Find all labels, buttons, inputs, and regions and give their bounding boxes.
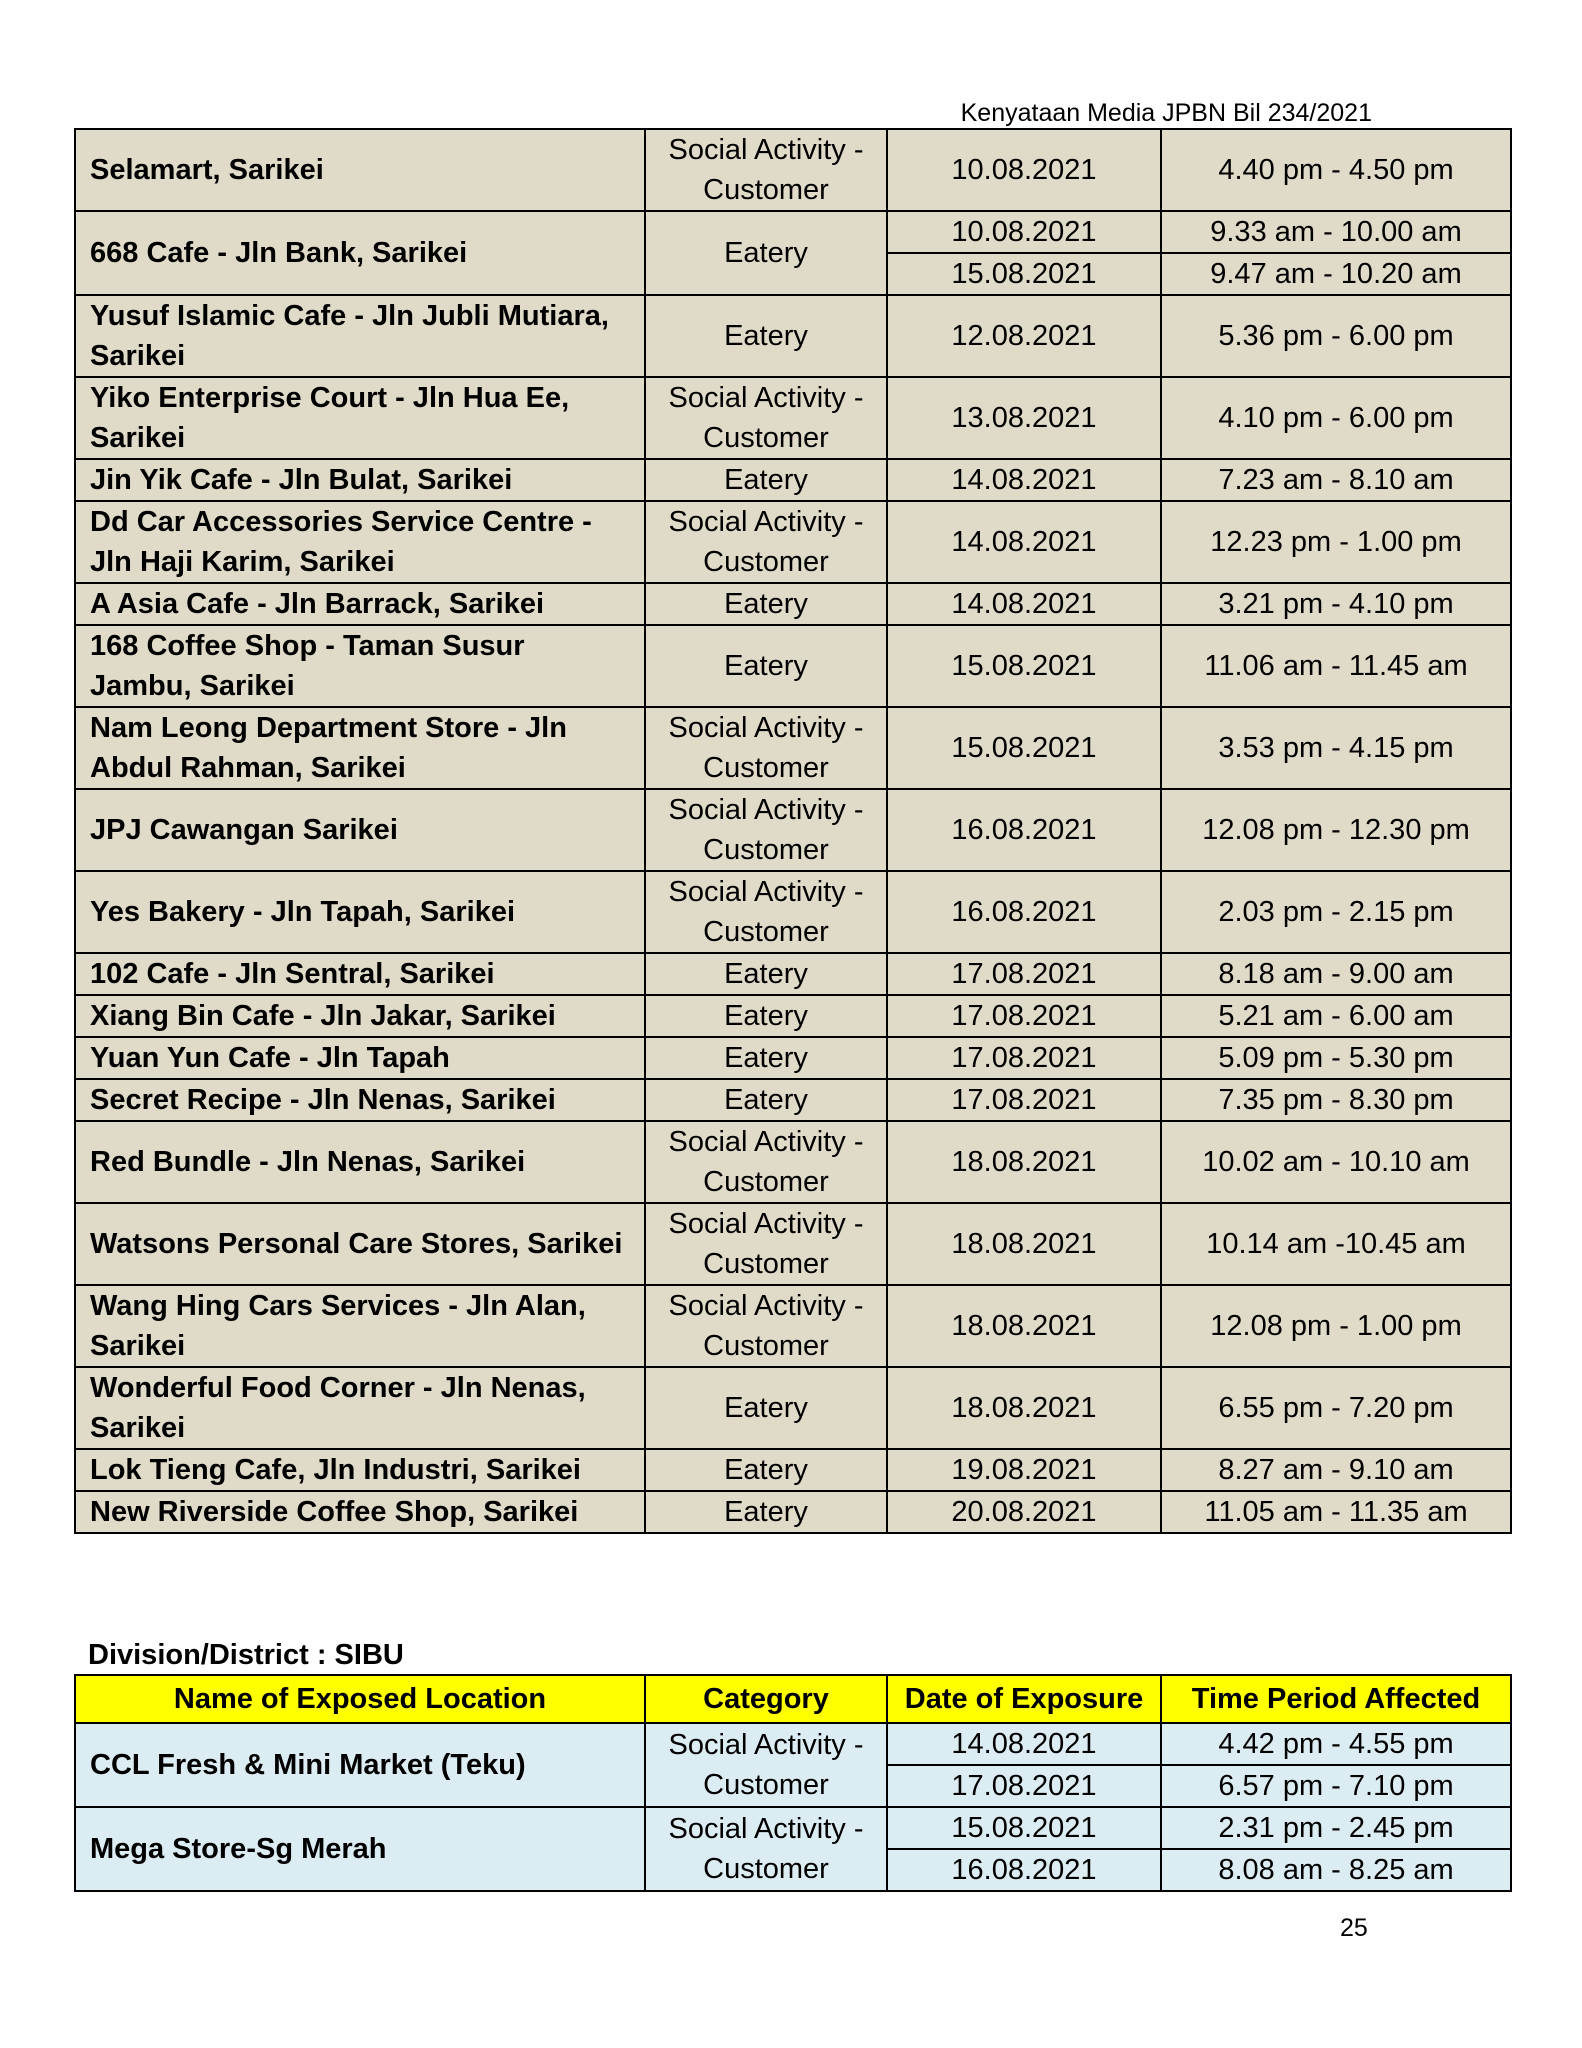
location-name-cell: A Asia Cafe - Jln Barrack, Sarikei	[75, 583, 645, 625]
exposure-date-cell: 18.08.2021	[887, 1203, 1161, 1285]
category-cell: Eatery	[645, 1491, 887, 1533]
location-name-cell: Xiang Bin Cafe - Jln Jakar, Sarikei	[75, 995, 645, 1037]
exposure-date-cell: 17.08.2021	[887, 953, 1161, 995]
exposure-date-cell: 19.08.2021	[887, 1449, 1161, 1491]
category-cell: Eatery	[645, 1367, 887, 1449]
location-name-cell: Yuan Yun Cafe - Jln Tapah	[75, 1037, 645, 1079]
table-row	[75, 1807, 1511, 1849]
location-name-cell: Jin Yik Cafe - Jln Bulat, Sarikei	[75, 459, 645, 501]
column-header-date: Date of Exposure	[887, 1675, 1161, 1723]
location-name-cell: 668 Cafe - Jln Bank, Sarikei	[75, 211, 645, 295]
category-cell: Social Activity - Customer	[645, 1121, 887, 1203]
table-header-row	[75, 1675, 1511, 1723]
time-period-cell: 5.09 pm - 5.30 pm	[1161, 1037, 1511, 1079]
table-row	[75, 583, 1511, 625]
table-row	[75, 1449, 1511, 1491]
location-name-cell: 102 Cafe - Jln Sentral, Sarikei	[75, 953, 645, 995]
location-name-cell: Mega Store-Sg Merah	[75, 1807, 645, 1891]
table-row	[75, 295, 1511, 377]
location-name-cell: Yusuf Islamic Cafe - Jln Jubli Mutiara, Sarikei	[75, 295, 645, 377]
category-cell: Social Activity - Customer	[645, 129, 887, 211]
exposure-date-cell: 15.08.2021	[887, 253, 1161, 295]
time-period-cell: 5.36 pm - 6.00 pm	[1161, 295, 1511, 377]
table-row	[75, 1723, 1511, 1765]
time-period-cell: 10.14 am -10.45 am	[1161, 1203, 1511, 1285]
table-row	[75, 1203, 1511, 1285]
sarikei-exposure-table	[74, 128, 1512, 1534]
page-number: 25	[1340, 1914, 1368, 1942]
time-period-cell: 8.08 am - 8.25 am	[1161, 1849, 1511, 1891]
location-name-cell: Wonderful Food Corner - Jln Nenas, Sarikei	[75, 1367, 645, 1449]
time-period-cell: 2.03 pm - 2.15 pm	[1161, 871, 1511, 953]
exposure-date-cell: 12.08.2021	[887, 295, 1161, 377]
table-row	[75, 1037, 1511, 1079]
table-row	[75, 377, 1511, 459]
table-row	[75, 953, 1511, 995]
table-row	[75, 1367, 1511, 1449]
exposure-date-cell: 17.08.2021	[887, 995, 1161, 1037]
category-cell: Social Activity - Customer	[645, 1285, 887, 1367]
location-name-cell: Wang Hing Cars Services - Jln Alan, Sarikei	[75, 1285, 645, 1367]
category-cell: Social Activity - Customer	[645, 501, 887, 583]
table-row	[75, 129, 1511, 211]
exposure-date-cell: 20.08.2021	[887, 1491, 1161, 1533]
sibu-exposure-table	[74, 1674, 1512, 1892]
exposure-date-cell: 10.08.2021	[887, 129, 1161, 211]
table-row	[75, 789, 1511, 871]
time-period-cell: 6.57 pm - 7.10 pm	[1161, 1765, 1511, 1807]
exposure-date-cell: 14.08.2021	[887, 1723, 1161, 1765]
location-name-cell: 168 Coffee Shop - Taman Susur Jambu, Sarikei	[75, 625, 645, 707]
category-cell: Eatery	[645, 1037, 887, 1079]
category-cell: Eatery	[645, 583, 887, 625]
column-header-category: Category	[645, 1675, 887, 1723]
location-name-cell: Nam Leong Department Store - Jln Abdul Rahman, Sarikei	[75, 707, 645, 789]
category-cell: Social Activity - Customer	[645, 1807, 887, 1891]
location-name-cell: Secret Recipe - Jln Nenas, Sarikei	[75, 1079, 645, 1121]
category-cell: Social Activity - Customer	[645, 871, 887, 953]
category-cell: Social Activity - Customer	[645, 1203, 887, 1285]
location-name-cell: Watsons Personal Care Stores, Sarikei	[75, 1203, 645, 1285]
location-name-cell: Dd Car Accessories Service Centre - Jln Haji Karim, Sarikei	[75, 501, 645, 583]
time-period-cell: 9.33 am - 10.00 am	[1161, 211, 1511, 253]
time-period-cell: 6.55 pm - 7.20 pm	[1161, 1367, 1511, 1449]
column-header-time: Time Period Affected	[1161, 1675, 1511, 1723]
exposure-date-cell: 18.08.2021	[887, 1367, 1161, 1449]
exposure-date-cell: 15.08.2021	[887, 625, 1161, 707]
table-row	[75, 1121, 1511, 1203]
location-name-cell: Yes Bakery - Jln Tapah, Sarikei	[75, 871, 645, 953]
time-period-cell: 4.10 pm - 6.00 pm	[1161, 377, 1511, 459]
category-cell: Eatery	[645, 295, 887, 377]
category-cell: Eatery	[645, 625, 887, 707]
exposure-date-cell: 18.08.2021	[887, 1285, 1161, 1367]
table-row	[75, 459, 1511, 501]
exposure-date-cell: 16.08.2021	[887, 789, 1161, 871]
category-cell: Eatery	[645, 459, 887, 501]
sarikei-table-body	[75, 129, 1511, 1533]
time-period-cell: 10.02 am - 10.10 am	[1161, 1121, 1511, 1203]
time-period-cell: 8.18 am - 9.00 am	[1161, 953, 1511, 995]
time-period-cell: 11.06 am - 11.45 am	[1161, 625, 1511, 707]
exposure-date-cell: 17.08.2021	[887, 1765, 1161, 1807]
exposure-date-cell: 13.08.2021	[887, 377, 1161, 459]
media-statement-reference: Kenyataan Media JPBN Bil 234/2021	[960, 99, 1372, 127]
category-cell: Social Activity - Customer	[645, 707, 887, 789]
exposure-date-cell: 17.08.2021	[887, 1079, 1161, 1121]
time-period-cell: 12.08 pm - 12.30 pm	[1161, 789, 1511, 871]
category-cell: Eatery	[645, 211, 887, 295]
time-period-cell: 8.27 am - 9.10 am	[1161, 1449, 1511, 1491]
table-row	[75, 501, 1511, 583]
location-name-cell: Yiko Enterprise Court - Jln Hua Ee, Sarikei	[75, 377, 645, 459]
exposure-date-cell: 14.08.2021	[887, 501, 1161, 583]
time-period-cell: 3.53 pm - 4.15 pm	[1161, 707, 1511, 789]
exposure-date-cell: 16.08.2021	[887, 1849, 1161, 1891]
sibu-table-body	[75, 1723, 1511, 1891]
location-name-cell: Red Bundle - Jln Nenas, Sarikei	[75, 1121, 645, 1203]
table-row	[75, 871, 1511, 953]
location-name-cell: CCL Fresh & Mini Market (Teku)	[75, 1723, 645, 1807]
time-period-cell: 11.05 am - 11.35 am	[1161, 1491, 1511, 1533]
column-header-location: Name of Exposed Location	[75, 1675, 645, 1723]
time-period-cell: 3.21 pm - 4.10 pm	[1161, 583, 1511, 625]
exposure-date-cell: 16.08.2021	[887, 871, 1161, 953]
time-period-cell: 5.21 am - 6.00 am	[1161, 995, 1511, 1037]
location-name-cell: New Riverside Coffee Shop, Sarikei	[75, 1491, 645, 1533]
table-row	[75, 625, 1511, 707]
exposure-date-cell: 14.08.2021	[887, 583, 1161, 625]
sibu-section-heading: Division/District : SIBU	[88, 1639, 404, 1671]
table-row	[75, 1079, 1511, 1121]
exposure-date-cell: 10.08.2021	[887, 211, 1161, 253]
table-row	[75, 995, 1511, 1037]
category-cell: Eatery	[645, 1079, 887, 1121]
exposure-date-cell: 14.08.2021	[887, 459, 1161, 501]
table-row	[75, 1285, 1511, 1367]
exposure-date-cell: 15.08.2021	[887, 1807, 1161, 1849]
category-cell: Social Activity - Customer	[645, 789, 887, 871]
time-period-cell: 7.35 pm - 8.30 pm	[1161, 1079, 1511, 1121]
time-period-cell: 12.08 pm - 1.00 pm	[1161, 1285, 1511, 1367]
category-cell: Eatery	[645, 1449, 887, 1491]
time-period-cell: 4.40 pm - 4.50 pm	[1161, 129, 1511, 211]
location-name-cell: JPJ Cawangan Sarikei	[75, 789, 645, 871]
exposure-date-cell: 18.08.2021	[887, 1121, 1161, 1203]
location-name-cell: Selamart, Sarikei	[75, 129, 645, 211]
category-cell: Social Activity - Customer	[645, 377, 887, 459]
table-row	[75, 1491, 1511, 1533]
category-cell: Eatery	[645, 953, 887, 995]
table-row	[75, 211, 1511, 253]
time-period-cell: 12.23 pm - 1.00 pm	[1161, 501, 1511, 583]
time-period-cell: 7.23 am - 8.10 am	[1161, 459, 1511, 501]
exposure-date-cell: 17.08.2021	[887, 1037, 1161, 1079]
category-cell: Eatery	[645, 995, 887, 1037]
location-name-cell: Lok Tieng Cafe, Jln Industri, Sarikei	[75, 1449, 645, 1491]
time-period-cell: 4.42 pm - 4.55 pm	[1161, 1723, 1511, 1765]
time-period-cell: 2.31 pm - 2.45 pm	[1161, 1807, 1511, 1849]
exposure-date-cell: 15.08.2021	[887, 707, 1161, 789]
table-row	[75, 707, 1511, 789]
time-period-cell: 9.47 am - 10.20 am	[1161, 253, 1511, 295]
category-cell: Social Activity - Customer	[645, 1723, 887, 1807]
